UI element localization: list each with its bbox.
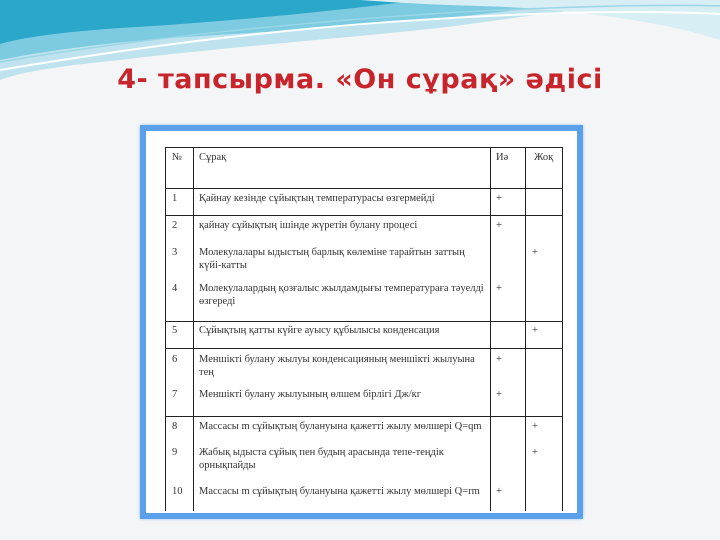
row-question: Молекулалары ыдыстың барлық көлеміне тарайтын заттың күйі-катты bbox=[199, 247, 465, 271]
row-number: 6 bbox=[172, 354, 178, 365]
row-number: 3 bbox=[172, 247, 178, 258]
questions-table bbox=[165, 147, 563, 511]
row-yes-mark: + bbox=[496, 389, 502, 400]
row-yes-mark: + bbox=[496, 220, 502, 231]
row-yes-mark: + bbox=[496, 193, 502, 204]
row-divider bbox=[166, 321, 562, 322]
slide-title: 4- тапсырма. «Он сұрақ» әдісі bbox=[117, 64, 603, 95]
row-question: Сұйықтың қатты күйге ауысу құбылысы конденсация bbox=[199, 325, 440, 336]
header-yes: Иә bbox=[496, 152, 509, 163]
row-yes-mark: + bbox=[496, 354, 502, 365]
column-divider bbox=[193, 148, 194, 511]
row-number: 10 bbox=[172, 486, 183, 497]
row-number: 9 bbox=[172, 447, 178, 458]
row-question: Молекулалардың қозғалыс жылдамдығы температураға тәуелді өзгереді bbox=[199, 283, 484, 307]
row-number: 2 bbox=[172, 220, 178, 231]
row-no-mark: + bbox=[532, 421, 538, 432]
row-no-mark: + bbox=[532, 447, 538, 458]
row-divider bbox=[166, 215, 562, 216]
row-yes-mark: + bbox=[496, 283, 502, 294]
row-divider bbox=[166, 348, 562, 349]
header-question: Сұрақ bbox=[199, 152, 227, 163]
row-question: Массасы m сұйықтың булануына қажетті жылу мөлшері Q=rm bbox=[199, 486, 480, 497]
row-number: 7 bbox=[172, 389, 178, 400]
row-question: қайнау сұйықтың ішінде жүретін булану процесі bbox=[199, 220, 418, 231]
header-num: № bbox=[172, 152, 183, 163]
row-divider bbox=[166, 188, 562, 189]
row-divider bbox=[166, 416, 562, 417]
row-no-mark: + bbox=[532, 325, 538, 336]
row-question: Меншікті булану жылуының өлшем бірлігі Дж/кг bbox=[199, 389, 422, 400]
row-question: Қайнау кезінде сұйықтың температурасы өзгермейді bbox=[199, 193, 435, 204]
row-yes-mark: + bbox=[496, 486, 502, 497]
column-divider bbox=[490, 148, 491, 511]
row-question: Массасы m сұйықтың булануына қажетті жылу мөлшері Q=qm bbox=[199, 421, 482, 432]
row-number: 1 bbox=[172, 193, 178, 204]
row-number: 8 bbox=[172, 421, 178, 432]
row-number: 5 bbox=[172, 325, 178, 336]
header-no: Жоқ bbox=[534, 152, 554, 163]
row-no-mark: + bbox=[532, 247, 538, 258]
row-question: Жабық ыдыста сұйық пен будың арасында тепе-теңдік орнықпайды bbox=[199, 447, 444, 471]
row-number: 4 bbox=[172, 283, 178, 294]
column-divider bbox=[525, 148, 526, 511]
row-question: Меншікті булану жылуы конденсацияның меншікті жылуына тең bbox=[199, 354, 475, 378]
